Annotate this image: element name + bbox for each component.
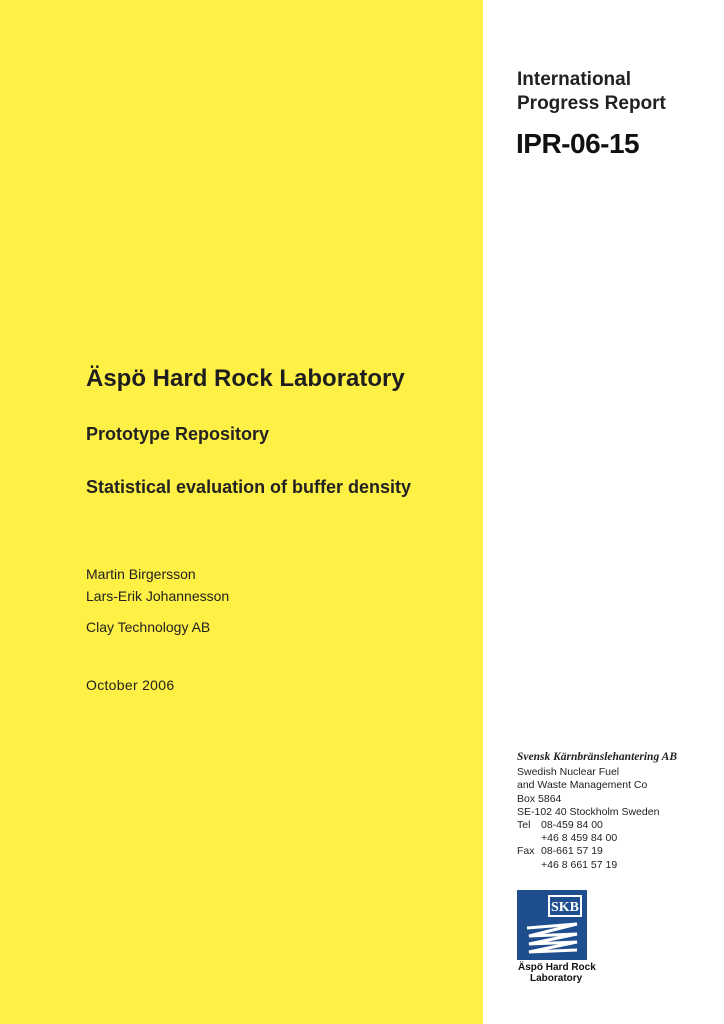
logo-caption <box>518 962 598 984</box>
tel-label: Tel <box>517 819 531 832</box>
fax-number-intl: +46 8 661 57 19 <box>541 858 618 871</box>
report-type-line1: International <box>517 69 632 90</box>
publication-date: October 2006 <box>86 677 175 693</box>
tel-row <box>517 819 717 832</box>
address-line: SE-102 40 Stockholm Sweden <box>517 805 660 818</box>
logo-caption-line2: Laboratory <box>530 973 583 984</box>
tel-row-intl <box>517 832 717 845</box>
publisher-name: Svensk Kärnbränslehantering AB <box>517 751 677 763</box>
tel-number: 08-459 84 00 <box>541 819 603 832</box>
tel-number-intl: +46 8 459 84 00 <box>541 832 618 845</box>
logo-caption-line1: Äspö Hard Rock <box>518 962 596 973</box>
fax-number: 08-661 57 19 <box>541 845 603 858</box>
fax-row <box>517 845 717 858</box>
report-number: IPR-06-15 <box>516 128 640 159</box>
address-line: and Waste Management Co <box>517 779 648 792</box>
page-title: Äspö Hard Rock Laboratory <box>86 365 405 392</box>
skb-logo-text: SKB <box>550 900 580 915</box>
publisher-address <box>517 751 717 872</box>
report-type <box>517 68 717 116</box>
author-organization: Clay Technology AB <box>86 619 211 635</box>
skb-logo-graphic <box>517 890 587 960</box>
subtitle-topic: Statistical evaluation of buffer density <box>86 477 412 497</box>
address-line: Swedish Nuclear Fuel <box>517 766 620 779</box>
fax-row-intl <box>517 859 717 872</box>
author-name: Martin Birgersson <box>86 566 196 582</box>
address-line: Box 5864 <box>517 792 562 805</box>
author-name: Lars-Erik Johannesson <box>86 588 230 604</box>
skb-logo <box>517 890 587 960</box>
subtitle-project: Prototype Repository <box>86 424 270 444</box>
fax-label: Fax <box>517 845 535 858</box>
report-type-line2: Progress Report <box>517 93 666 114</box>
